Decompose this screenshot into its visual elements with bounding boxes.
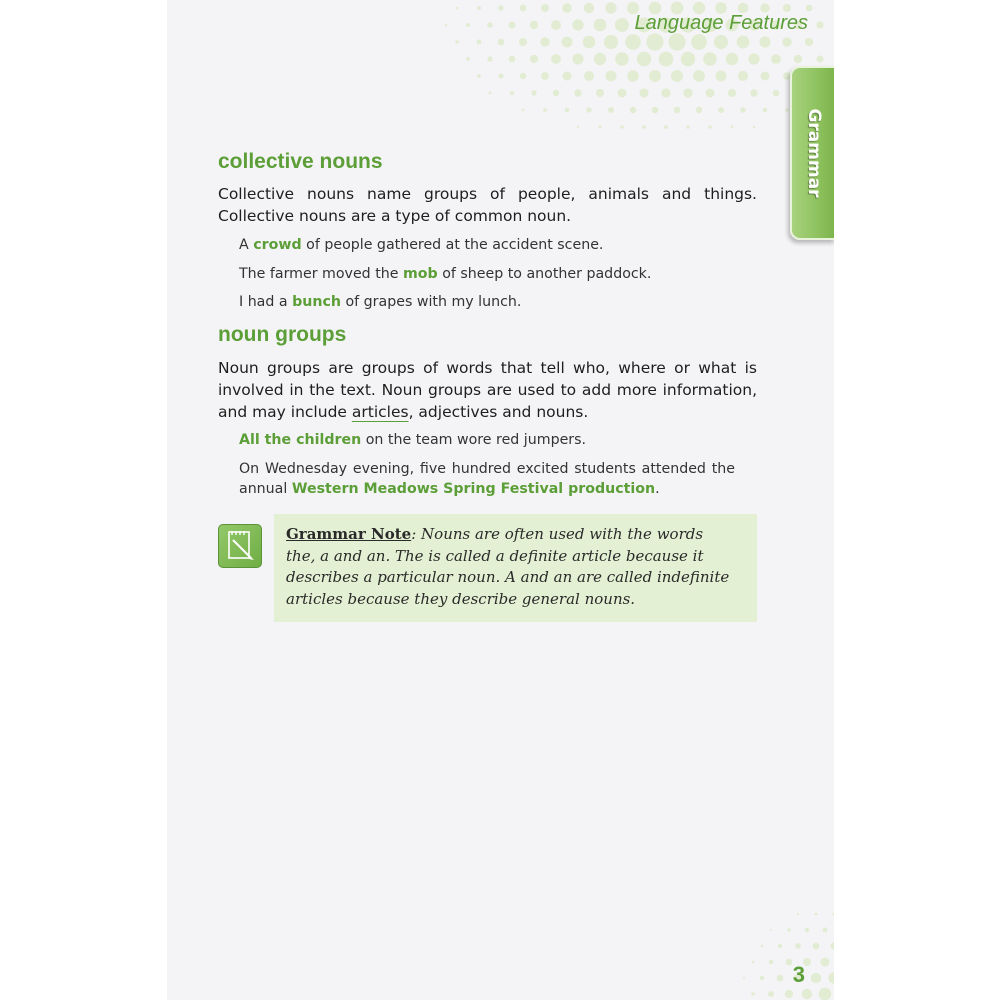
example-keyword: mob xyxy=(403,266,438,282)
example-sentence: All the children on the team wore red jumpers. xyxy=(239,432,587,448)
page-number: 3 xyxy=(792,962,805,987)
underlined-term: articles xyxy=(351,403,409,421)
grammar-note-label: Grammar Note xyxy=(286,525,412,543)
example-keyword: Western Meadows Spring Festival production xyxy=(291,481,656,497)
notepad-pencil-icon xyxy=(218,524,262,568)
collective-nouns-body: Collective nouns name groups of people, animals and things. Collective nouns are a type of common noun. xyxy=(218,185,757,225)
example-keyword: All the children xyxy=(239,432,362,448)
example-sentence: A crowd of people gathered at the accident scene. xyxy=(239,237,604,253)
decorative-dots-bottom xyxy=(727,890,834,1000)
grammar-note-text: Grammar Note: Nouns are often used with the words the, a and an. The is called a definite article because it describes a particular noun. A and an are called indefinite articles because they describe general nouns. xyxy=(286,525,730,608)
section-tab-grammar[interactable] xyxy=(790,66,834,240)
grammar-note-box xyxy=(274,514,757,622)
example-keyword: crowd xyxy=(253,237,302,253)
section-tab-label: Grammar xyxy=(804,108,824,198)
example-keyword: bunch xyxy=(292,294,341,310)
running-header: Language Features xyxy=(634,12,808,34)
example-sentence: I had a bunch of grapes with my lunch. xyxy=(239,294,522,310)
page xyxy=(167,0,834,1000)
example-sentence: On Wednesday evening, five hundred excited students attended the annual Western Meadows Spring Festival production. xyxy=(239,461,735,497)
example-sentence: The farmer moved the mob of sheep to another paddock. xyxy=(239,266,652,282)
noun-groups-body: Noun groups are groups of words that tell who, where or what is involved in the text. Noun groups are used to add more information, and may include articles, adjectives and nouns. xyxy=(218,359,757,421)
heading-collective-nouns: collective nouns xyxy=(218,150,383,173)
heading-noun-groups: noun groups xyxy=(218,323,347,346)
